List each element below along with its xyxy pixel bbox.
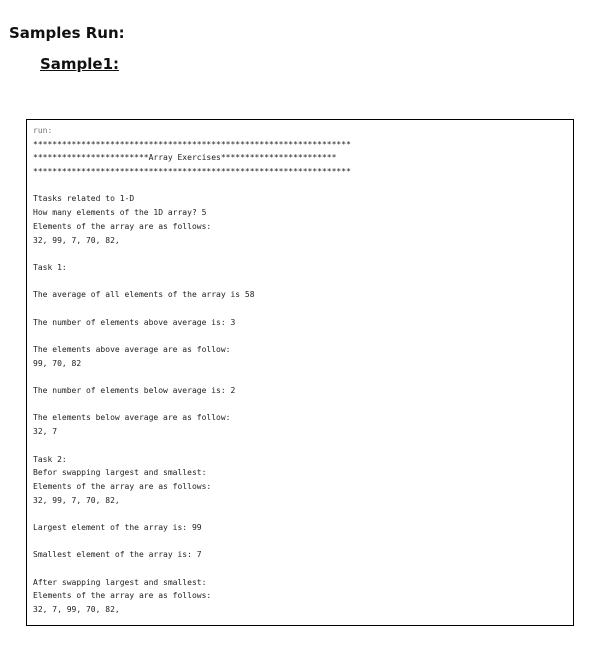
console-line [33, 398, 573, 412]
console-line: 32, 99, 7, 70, 82, [33, 495, 120, 505]
console-line: The number of elements below average is: 2 [33, 386, 236, 396]
console-line [33, 302, 573, 316]
console-line: Task 2: [33, 454, 67, 464]
console-line: ****************************************************************** [33, 167, 351, 177]
console-line: Elements of the array are as follows: [33, 221, 212, 231]
console-line: 32, 7 [33, 427, 58, 437]
console-line: After swapping largest and smallest: [33, 577, 207, 587]
console-line: The number of elements above average is: 3 [33, 317, 236, 327]
page-heading: Samples Run: [9, 24, 125, 42]
console-line: Task 1: [33, 262, 67, 272]
console-line: Smallest element of the array is: 7 [33, 550, 202, 560]
console-line: Elements of the array are as follows: [33, 481, 212, 491]
console-line [33, 275, 573, 289]
console-line: The elements below average are as follow: [33, 413, 231, 423]
console-line: Befor swapping largest and smallest: [33, 468, 207, 478]
console-line [33, 535, 573, 549]
console-line: 32, 99, 7, 70, 82, [33, 235, 120, 245]
console-line: The elements above average are as follow: [33, 345, 231, 354]
console-line: ****************************************************************** [33, 139, 351, 149]
console-line: 32, 7, 99, 70, 82, [33, 605, 120, 615]
console-output [26, 119, 574, 626]
console-line [33, 507, 573, 521]
console-line: ************************Array Exercises************************ [33, 153, 337, 163]
console-line: Largest element of the array is: 99 [33, 522, 202, 532]
console-line [33, 329, 573, 343]
console-line [33, 562, 573, 576]
console-line: run: [33, 126, 53, 135]
console-line [33, 439, 573, 453]
console-line: 99, 70, 82 [33, 358, 82, 368]
console-line: How many elements of the 1D array? 5 [33, 208, 207, 218]
console-line: Elements of the array are as follows: [33, 591, 212, 601]
sample-title: Sample1: [40, 55, 120, 73]
console-line: The average of all elements of the array is 58 [33, 290, 255, 300]
console-line: Ttasks related to 1-D [33, 194, 135, 204]
console-line [33, 370, 573, 384]
console-line [33, 179, 573, 193]
console-line [33, 247, 573, 261]
